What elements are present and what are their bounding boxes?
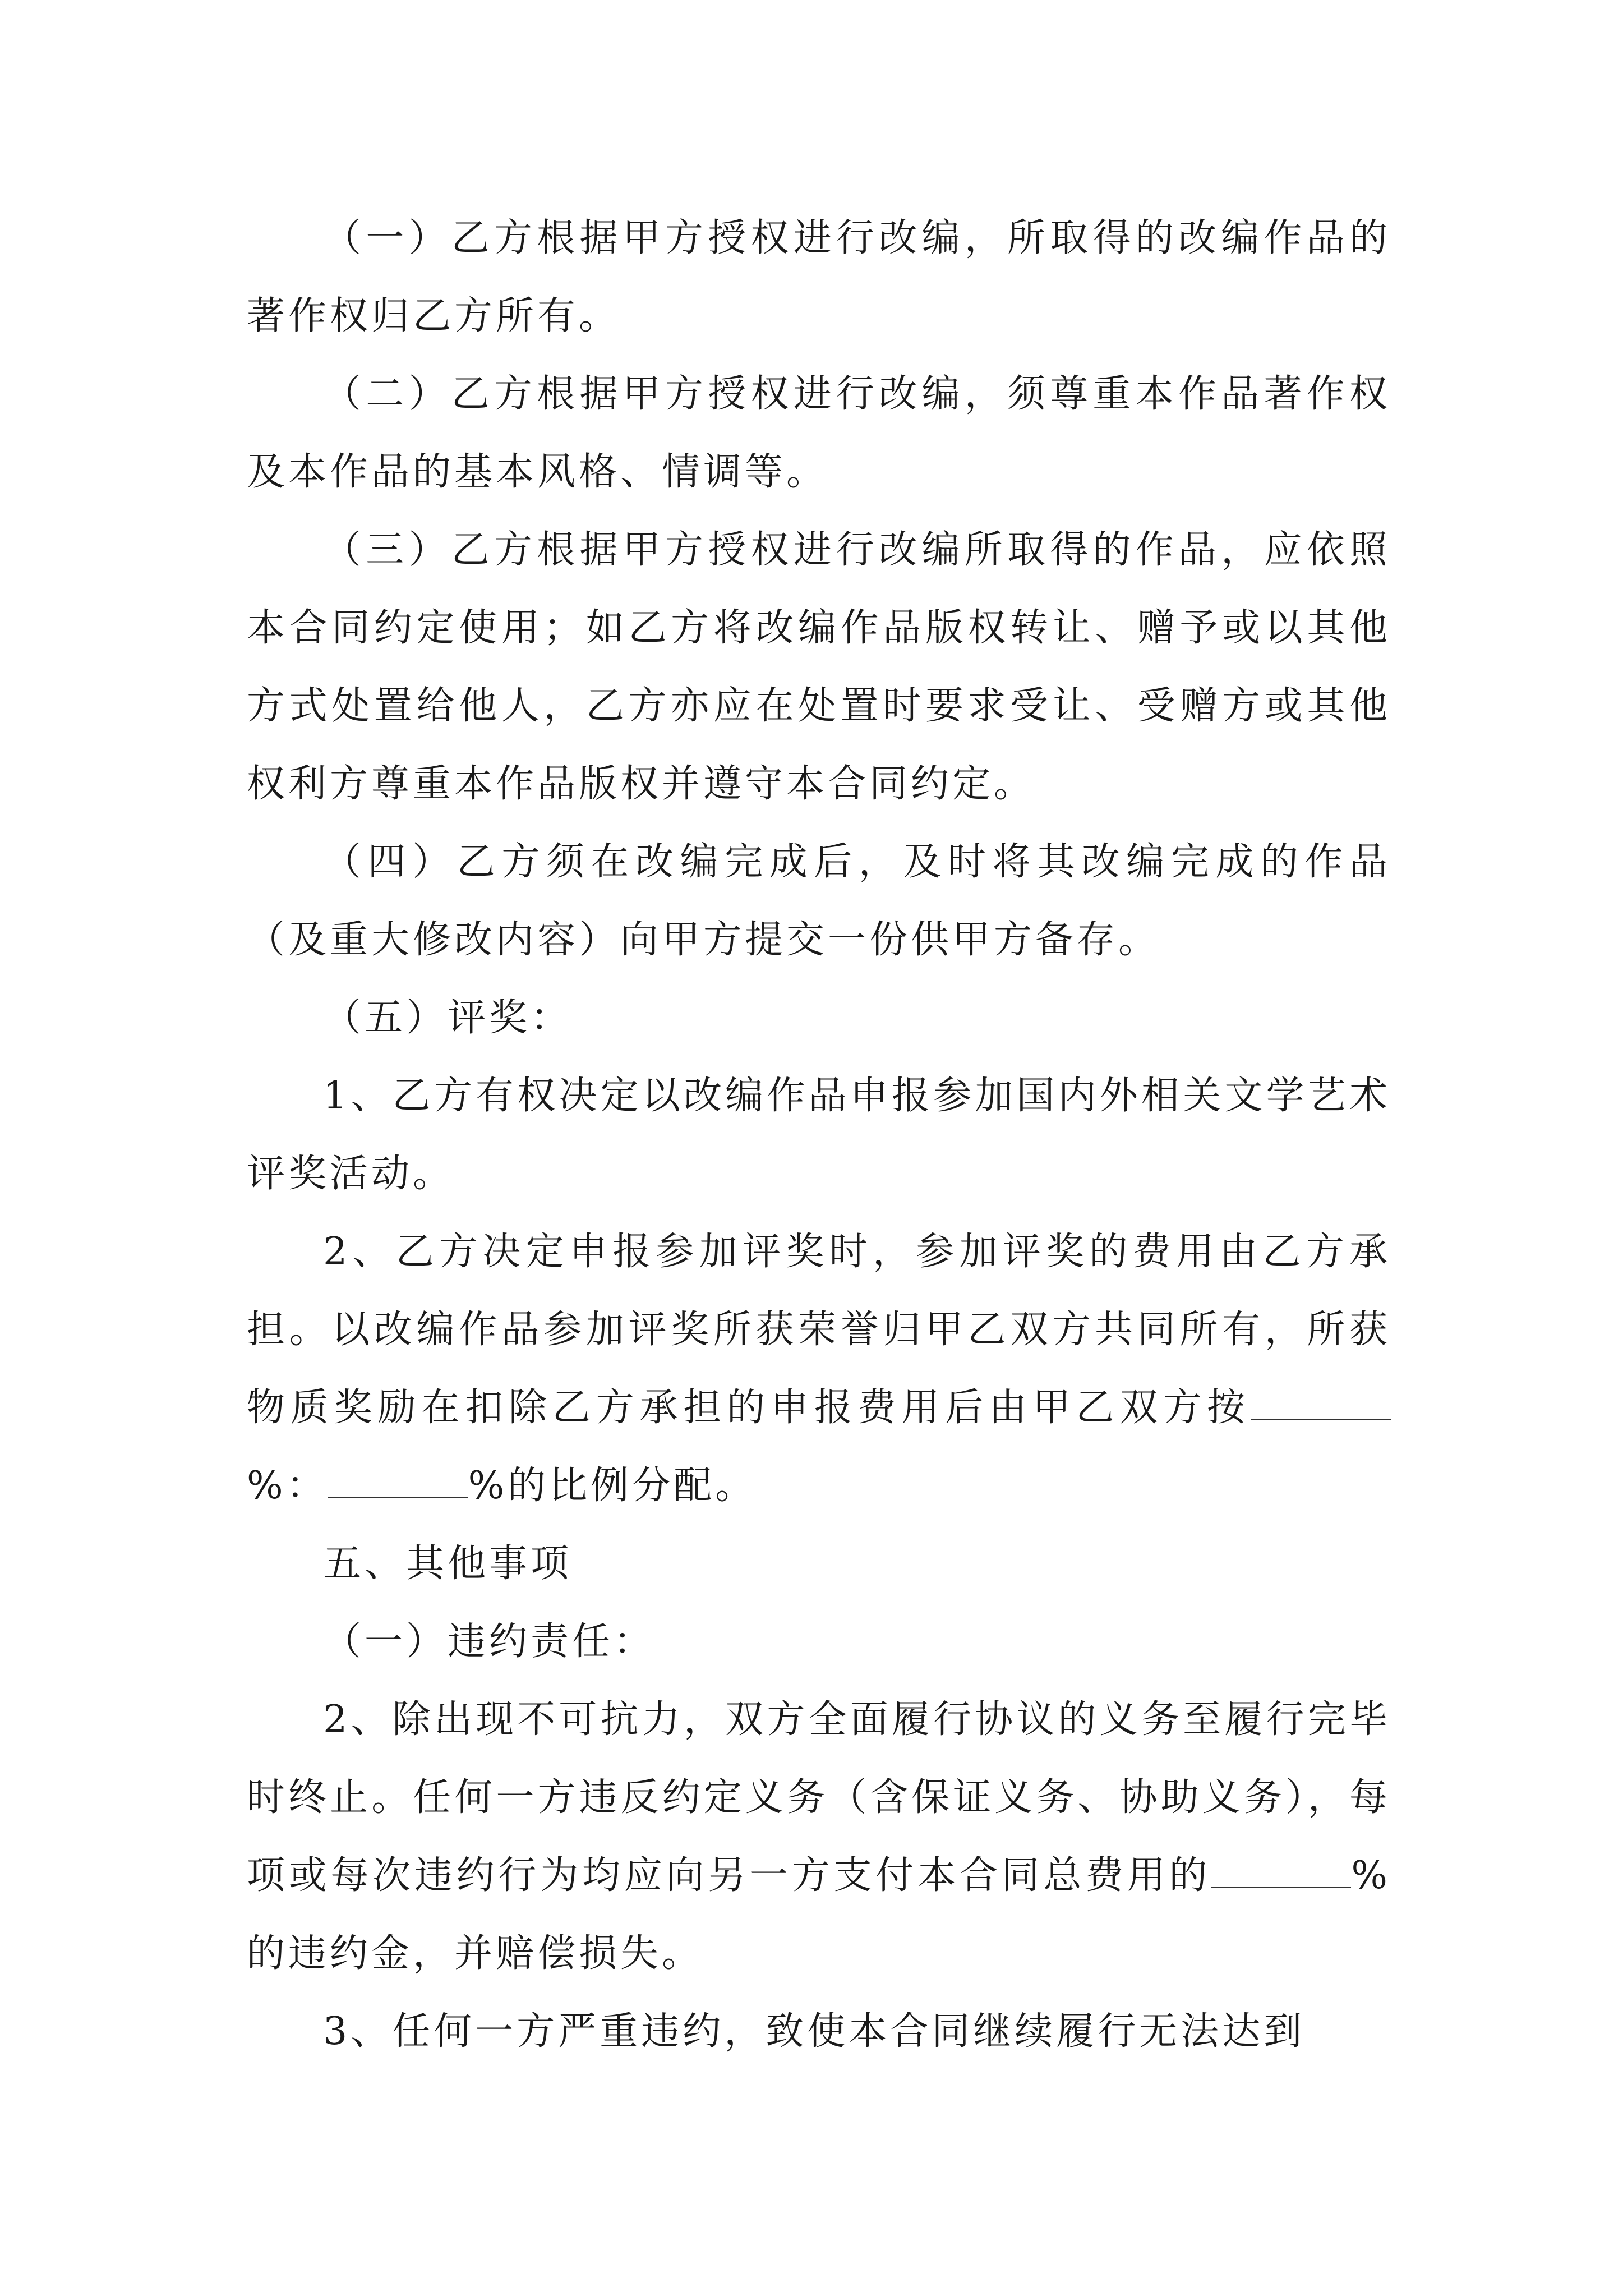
clause-penalty bbox=[247, 1681, 1391, 1993]
clause-awards-split bbox=[247, 1213, 1391, 1525]
fill-blank-penalty-percent[interactable] bbox=[1211, 1859, 1351, 1888]
awards-split-tail: %的比例分配。 bbox=[468, 1464, 757, 1508]
fill-blank-party-a-percent[interactable] bbox=[1251, 1391, 1391, 1420]
clause-submit-copy: （四）乙方须在改编完成后，及时将其改编完成的作品（及重大修改内容）向甲方提交一份供甲方备存。 bbox=[247, 840, 1391, 962]
clause-awards-heading: （五）评奖： bbox=[323, 996, 573, 1040]
clause-serious-breach: 3、任何一方严重违约，致使本合同继续履行无法达到 bbox=[323, 2009, 1306, 2054]
penalty-text: 2、除出现不可抗力，双方全面履行协议的义务至履行完毕时终止。任何一方违反约定义务（含保证义务、协助义务），每项或每次违约行为均应向另一方支付本合同总费用的 bbox=[247, 1697, 1391, 1898]
clause-usage-transfer: （三）乙方根据甲方授权进行改编所取得的作品，应依照本合同约定使用；如乙方将改编作品版权转让、赠予或以其他方式处置给他人，乙方亦应在处置时要求受让、受赠方或其他权利方尊重本作品版权并遵守本合同约定。 bbox=[247, 528, 1391, 806]
section-heading-other-matters: 五、其他事项 bbox=[323, 1542, 573, 1586]
awards-split-text: 2、乙方决定申报参加评奖时，参加评奖的费用由乙方承担。以改编作品参加评奖所获荣誉归甲乙双方共同所有，所获物质奖励在扣除乙方承担的申报费用后由甲乙双方按 bbox=[247, 1230, 1391, 1430]
subsection-breach-liability: （一）违约责任： bbox=[323, 1619, 656, 1664]
clause-awards-right: 1、乙方有权决定以改编作品申报参加国内外相关文学艺术评奖活动。 bbox=[247, 1074, 1391, 1196]
penalty-tail: %的违约金，并赔偿损失。 bbox=[247, 1853, 1391, 1976]
awards-split-separator: %： bbox=[247, 1464, 328, 1508]
fill-blank-party-b-percent[interactable] bbox=[328, 1469, 468, 1498]
document-page bbox=[247, 199, 1391, 2070]
clause-adaptation-copyright: （一）乙方根据甲方授权进行改编，所取得的改编作品的著作权归乙方所有。 bbox=[247, 216, 1391, 338]
clause-respect-copyright: （二）乙方根据甲方授权进行改编，须尊重本作品著作权及本作品的基本风格、情调等。 bbox=[247, 372, 1391, 494]
